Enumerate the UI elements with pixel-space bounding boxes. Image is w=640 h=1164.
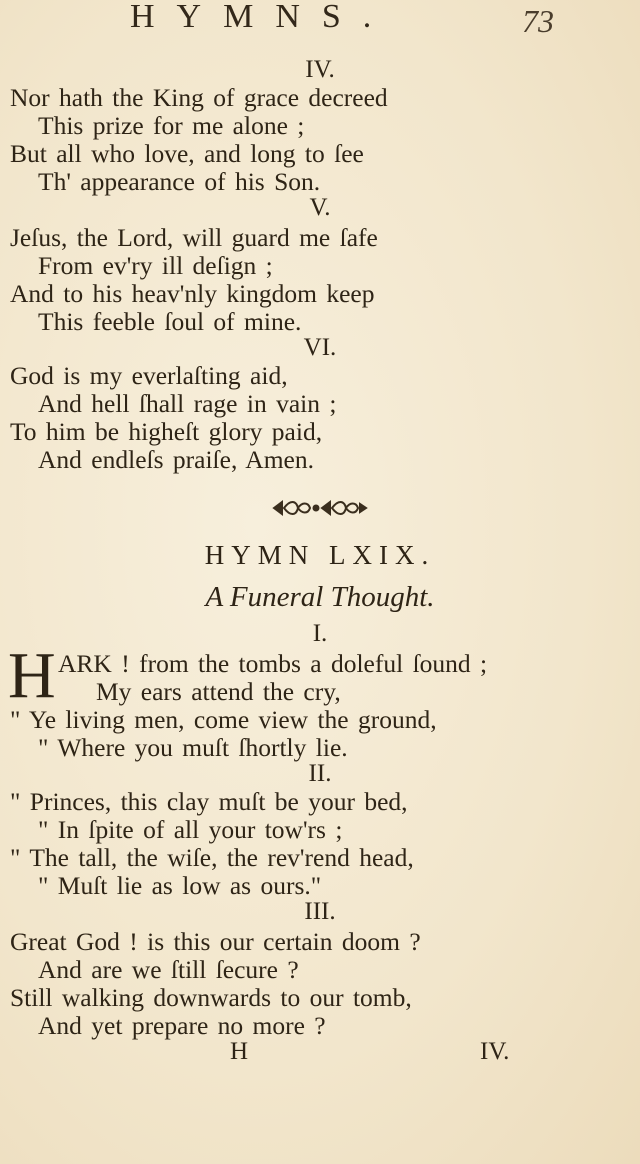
- verse-line: Jeſus, the Lord, will guard me ſafe: [10, 223, 378, 252]
- verse-line: " Where you muſt ſhortly lie.: [38, 733, 348, 762]
- verse-line: " Ye living men, come view the ground,: [10, 705, 437, 734]
- stanza-numeral: VI.: [303, 334, 337, 361]
- drop-cap: H: [8, 639, 56, 712]
- verse-line: " In ſpite of all your tow'rs ;: [38, 815, 343, 844]
- verse-line: From ev'ry ill deſign ;: [38, 251, 273, 280]
- signature-mark: H: [230, 1038, 249, 1065]
- verse-line: ARK ! from the tombs a doleful ſound ;: [58, 649, 488, 678]
- verse-line: And yet prepare no more ?: [38, 1011, 326, 1040]
- verse-line: Great God ! is this our certain doom ?: [10, 927, 421, 956]
- catchword: IV.: [480, 1038, 510, 1065]
- verse-line: Nor hath the King of grace decreed: [10, 83, 388, 112]
- running-title: HYMNS.: [130, 0, 394, 35]
- stanza-numeral: I.: [312, 620, 328, 647]
- hymn-subtitle: A Funeral Thought.: [205, 581, 435, 613]
- verse-line: Th' appearance of his Son.: [38, 167, 321, 196]
- verse-line: And are we ſtill ſecure ?: [38, 955, 299, 984]
- hymn-title: HYMN LXIX.: [204, 540, 436, 570]
- page-number: 73: [522, 3, 554, 39]
- verse-line: " Princes, this clay muſt be your bed,: [10, 787, 408, 816]
- stanza-numeral: II.: [308, 760, 332, 787]
- stanza-numeral: IV.: [305, 56, 335, 83]
- verse-line: And endleſs praiſe, Amen.: [38, 445, 314, 474]
- stanza-numeral: V.: [309, 194, 331, 221]
- verse-line: And to his heav'nly kingdom keep: [10, 279, 375, 308]
- verse-line: " Muſt lie as low as ours.": [38, 871, 322, 900]
- verse-line: This feeble ſoul of mine.: [38, 307, 302, 336]
- verse-line: To him be higheſt glory paid,: [10, 417, 323, 446]
- stanza-numeral: III.: [304, 898, 336, 925]
- verse-line: My ears attend the cry,: [96, 677, 341, 706]
- verse-line: God is my everlaſting aid,: [10, 361, 288, 390]
- verse-line: And hell ſhall rage in vain ;: [38, 389, 337, 418]
- verse-line: " The tall, the wiſe, the rev'rend head,: [10, 843, 414, 872]
- ornament-divider: [0, 496, 640, 525]
- verse-line: Still walking downwards to our tomb,: [10, 983, 412, 1012]
- verse-line: But all who love, and long to ſee: [10, 139, 364, 168]
- verse-line: This prize for me alone ;: [38, 111, 305, 140]
- fleuron-icon: [270, 496, 370, 520]
